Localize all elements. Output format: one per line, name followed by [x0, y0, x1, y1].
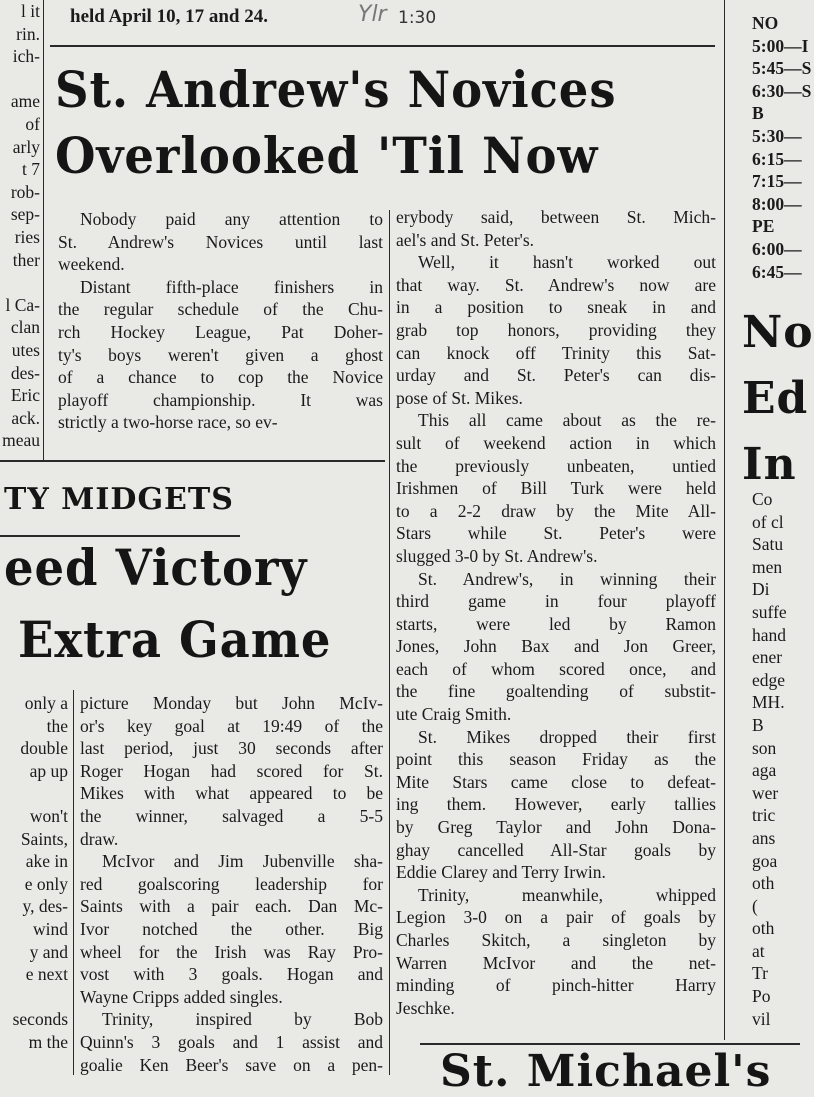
text-line: B: [752, 103, 764, 124]
text-line: Charles Skitch, a singleton by: [396, 930, 716, 950]
text-line: ap up: [29, 760, 68, 781]
text-line: St. Andrew's Novices until last: [58, 231, 383, 252]
text-line: 5:00—I: [752, 35, 809, 56]
text-line: St. Andrew's, in winning their: [418, 568, 716, 589]
text-line: to a 2-2 draw by the Mite All-: [396, 500, 716, 521]
text-line: at: [752, 940, 765, 961]
text-line: Ivor notched the other. Big: [80, 918, 383, 939]
main-story-column-1: [58, 208, 383, 434]
text-line: [0, 68, 40, 91]
text-line: B: [752, 714, 764, 735]
text-line: vost with 3 goals. Hogan and: [80, 964, 383, 985]
text-line: Satu: [752, 534, 784, 555]
text-line: ake in: [25, 851, 68, 872]
top-fragment: held April 10, 17 and 24.: [70, 6, 268, 27]
text-line: picture Monday but John McIv-: [80, 693, 383, 713]
text-line: MH.: [752, 692, 785, 713]
text-line: men: [752, 556, 783, 577]
text-line: Warren McIvor and the net-: [396, 952, 716, 973]
text-line: m the: [28, 1031, 68, 1052]
text-line: can knock off Trinity this Sat-: [396, 342, 716, 363]
text-line: only a: [24, 693, 68, 713]
text-line: Legion 3-0 on a pair of goals by: [396, 907, 716, 928]
midgets-headline-line-1: eed Victory: [4, 538, 308, 597]
text-line: oth: [752, 873, 775, 894]
text-line: pose of St. Mikes.: [396, 387, 523, 408]
text-line: 6:30—S: [752, 80, 812, 101]
text-line: oth: [752, 918, 775, 939]
right-fragments: [752, 488, 812, 1030]
text-line: goalie Ken Beer's save on a pen-: [80, 1054, 383, 1075]
text-line: erybody said, between St. Mich-: [396, 207, 716, 227]
text-line: the regular schedule of the Chu-: [58, 299, 383, 320]
text-line: 6:00—: [752, 238, 802, 259]
text-line: y, des-: [22, 896, 68, 917]
text-line: des-: [10, 362, 40, 383]
main-story-column-2: [396, 206, 716, 1019]
text-line: NO: [752, 13, 779, 33]
right-headline-line: No: [742, 307, 814, 358]
text-line: Di: [752, 579, 770, 600]
text-line: Eddie Clarey and Terry Irwin.: [396, 862, 606, 883]
text-line: e only: [24, 873, 68, 894]
text-line: Po: [752, 986, 771, 1007]
text-line: Trinity, meanwhile, whipped: [418, 884, 716, 905]
text-line: meau: [2, 430, 40, 451]
text-line: Nobody paid any attention to: [80, 209, 383, 229]
headline-line-2: Overlooked 'Til Now: [55, 126, 599, 185]
text-line: seconds: [12, 1009, 68, 1030]
text-line: 6:45—: [752, 261, 802, 282]
text-line: Wayne Cripps added singles.: [80, 986, 283, 1007]
text-line: ans: [752, 827, 776, 848]
text-line: third game in four playoff: [396, 591, 716, 612]
rule-bottom: [420, 1043, 800, 1045]
text-line: the winner, salvaged a 5-5: [80, 805, 383, 826]
column-divider: [724, 0, 725, 1040]
text-line: red goalscoring leadership for: [80, 873, 383, 894]
text-line: each of whom scored once, and: [396, 658, 716, 679]
text-line: l it: [21, 1, 40, 21]
rule-midgets-top: [0, 460, 385, 462]
midgets-kicker: TY MIDGETS: [4, 482, 234, 517]
text-line: 8:00—: [752, 193, 802, 214]
text-line: ute Craig Smith.: [396, 704, 512, 725]
text-line: Saints with a pair each. Dan Mc-: [80, 896, 383, 917]
text-line: ty's boys weren't given a ghost: [58, 344, 383, 365]
text-line: ael's and St. Peter's.: [396, 229, 535, 250]
text-line: wer: [752, 782, 779, 803]
text-line: ing them. However, early tallies: [396, 794, 716, 815]
text-line: Eric: [10, 385, 40, 406]
text-line: by Greg Taylor and John Dona-: [396, 817, 716, 838]
text-line: Roger Hogan had scored for St.: [80, 760, 383, 781]
right-schedule: [752, 12, 812, 283]
text-line: rin.: [16, 23, 40, 44]
text-line: of: [25, 113, 40, 134]
text-line: wind: [33, 918, 68, 939]
text-line: ther: [12, 249, 40, 270]
text-line: point this season Friday as the: [396, 749, 716, 770]
text-line: minding of pinch-hitter Harry: [396, 975, 716, 996]
text-line: goa: [752, 850, 778, 871]
column-divider: [389, 210, 390, 1075]
text-line: [0, 986, 68, 1009]
handwritten-initials: Ylr: [358, 2, 387, 27]
left-fragments-bottom: [0, 692, 68, 1054]
text-line: aga: [752, 760, 777, 781]
text-line: weekend.: [58, 254, 125, 275]
text-line: last period, just 30 seconds after: [80, 738, 383, 759]
text-line: won't: [29, 805, 68, 826]
text-line: Saints,: [20, 828, 68, 849]
text-line: of a chance to cop the Novice: [58, 367, 383, 388]
text-line: Jeschke.: [396, 997, 455, 1018]
text-line: l Ca-: [5, 294, 40, 315]
text-line: tric: [752, 805, 776, 826]
text-line: the previously unbeaten, untied: [396, 455, 716, 476]
text-line: St. Mikes dropped their first: [418, 726, 716, 747]
text-line: (: [752, 895, 758, 916]
text-line: Well, it hasn't worked out: [418, 252, 716, 273]
text-line: Trinity, inspired by Bob: [102, 1009, 383, 1030]
text-line: son: [752, 737, 777, 758]
headline-line-1: St. Andrew's Novices: [55, 60, 617, 119]
right-headline-line: In: [742, 439, 797, 490]
text-line: of cl: [752, 511, 784, 532]
text-line: PE: [752, 216, 775, 237]
text-line: in a position to sneak in and: [396, 297, 716, 318]
text-line: clan: [10, 317, 40, 338]
text-line: strictly a two-horse race, so ev-: [58, 412, 278, 433]
text-line: t 7: [22, 159, 40, 180]
text-line: 5:30—: [752, 125, 802, 146]
text-line: vil: [752, 1008, 771, 1029]
text-line: [0, 271, 40, 294]
text-line: arly: [12, 136, 40, 157]
text-line: ghay cancelled All-Star goals by: [396, 839, 716, 860]
column-divider: [73, 690, 74, 1075]
midgets-story-column: [80, 692, 383, 1076]
text-line: slugged 3-0 by St. Andrew's.: [396, 545, 598, 566]
text-line: that way. St. Andrew's now are: [396, 274, 716, 295]
midgets-headline-line-2: Extra Game: [18, 610, 332, 669]
text-line: rob-: [10, 181, 40, 202]
text-line: Stars while St. Peter's were: [396, 523, 716, 544]
text-line: wheel for the Irish was Ray Pro-: [80, 941, 383, 962]
rule-top: [50, 45, 715, 47]
text-line: McIvor and Jim Jubenville sha-: [102, 851, 383, 872]
text-line: 5:45—S: [752, 58, 812, 79]
text-line: This all came about as the re-: [418, 410, 716, 431]
text-line: Co: [752, 489, 773, 509]
text-line: ries: [14, 226, 40, 247]
text-line: the fine goaltending of substit-: [396, 681, 716, 702]
text-line: ame: [10, 91, 40, 112]
text-line: ener: [752, 647, 783, 668]
right-headline: [742, 300, 814, 498]
text-line: Jones, John Bax and Jon Greer,: [396, 636, 716, 657]
text-line: double: [20, 738, 68, 759]
text-line: edge: [752, 669, 786, 690]
text-line: playoff championship. It was: [58, 389, 383, 410]
text-line: grab top honors, providing they: [396, 319, 716, 340]
column-divider: [43, 0, 44, 460]
bottom-headline-fragment: St. Michael's: [440, 1046, 772, 1097]
rule-midgets-bottom: [0, 535, 240, 537]
text-line: Mite Stars came close to defeat-: [396, 771, 716, 792]
text-line: the: [46, 715, 68, 736]
text-line: sep-: [10, 204, 40, 225]
text-line: urday and St. Peter's can dis-: [396, 365, 716, 386]
text-line: 6:15—: [752, 148, 802, 169]
text-line: hand: [752, 624, 787, 645]
text-line: Distant fifth-place finishers in: [80, 276, 383, 297]
text-line: starts, were led by Ramon: [396, 613, 716, 634]
text-line: [0, 782, 68, 805]
text-line: Quinn's 3 goals and 1 assist and: [80, 1031, 383, 1052]
text-line: Tr: [752, 963, 768, 984]
text-line: rch Hockey League, Pat Doher-: [58, 321, 383, 342]
text-line: suffe: [752, 601, 787, 622]
text-line: Irishmen of Bill Turk were held: [396, 478, 716, 499]
text-line: sult of weekend action in which: [396, 432, 716, 453]
text-line: or's key goal at 19:49 of the: [80, 715, 383, 736]
left-fragments-top: [0, 0, 40, 452]
text-line: e next: [25, 964, 68, 985]
handwritten-time: 1:30: [398, 8, 437, 28]
text-line: draw.: [80, 828, 119, 849]
text-line: ack.: [11, 407, 40, 428]
right-headline-line: Ed: [742, 373, 809, 424]
text-line: y and: [29, 941, 68, 962]
text-line: utes: [11, 339, 40, 360]
text-line: ich-: [12, 46, 40, 67]
text-line: 7:15—: [752, 171, 802, 192]
text-line: Mikes with what appeared to be: [80, 783, 383, 804]
